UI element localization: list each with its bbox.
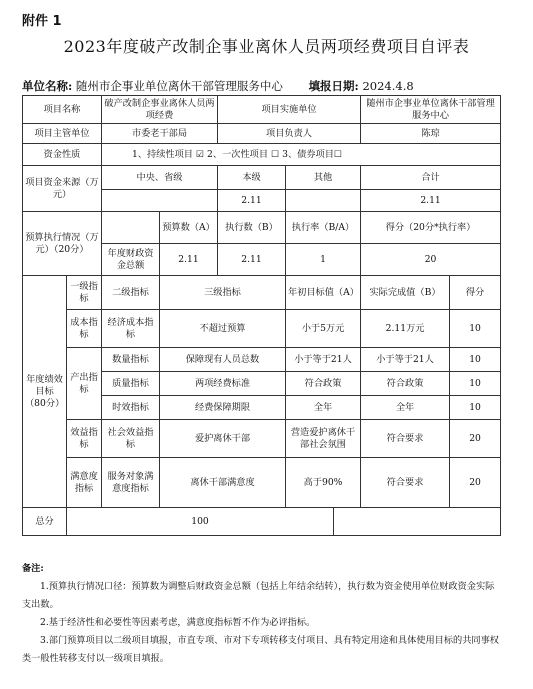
perf-target: 小于等于21人 xyxy=(286,348,361,372)
date-value: 2024.4.8 xyxy=(362,79,414,93)
budget-col-a: 预算数（A） xyxy=(160,212,218,244)
perf-l2: 社会效益指标 xyxy=(102,420,160,458)
source-label: 项目资金来源（万元） xyxy=(23,166,102,212)
page-title: 2023年度破产改制企事业离休人员两项经费项目自评表 xyxy=(63,37,470,56)
table-row xyxy=(23,276,501,310)
note-item: 1.预算执行情况口径：预算数为调整后财政资金总额（包括上年结余结转），执行数为资金使用单位财政资金实际支出数。 xyxy=(22,581,495,610)
perf-l1: 效益指标 xyxy=(67,420,102,458)
perf-col-l1: 一级指标 xyxy=(67,276,102,310)
perf-l3: 保障现有人员总数 xyxy=(160,348,286,372)
perf-l3: 离休干部满意度 xyxy=(160,458,286,508)
notes-section xyxy=(22,560,502,668)
note-item: 2.基于经济性和必要性等因素考虑，满意度指标暂不作为必评指标。 xyxy=(40,617,316,628)
fund-nature-value: 1、持续性项目 ☑ 2、一次性项目 ☐ 3、债券项目☐ xyxy=(102,144,501,166)
perf-label: 年度绩效目标（80分） xyxy=(23,276,67,508)
perf-score: 10 xyxy=(450,348,501,372)
perf-actual: 2.11万元 xyxy=(361,310,450,348)
unit-info-line xyxy=(22,78,414,94)
source-col-local: 本级 xyxy=(218,166,286,190)
notes-title: 备注: xyxy=(22,563,44,574)
table-row xyxy=(23,166,501,190)
perf-target: 全年 xyxy=(286,396,361,420)
perf-score: 20 xyxy=(450,420,501,458)
budget-val-score: 20 xyxy=(361,244,501,276)
annex-label: 附件 1 xyxy=(22,14,62,29)
perf-actual: 符合要求 xyxy=(361,420,450,458)
table-row xyxy=(23,124,501,144)
source-col-other: 其他 xyxy=(286,166,361,190)
budget-col-b: 执行数（B） xyxy=(218,212,286,244)
impl-unit-value: 随州市企事业单位离休干部管理服务中心 xyxy=(361,96,501,124)
source-val-central xyxy=(102,190,218,212)
perf-l2: 数量指标 xyxy=(102,348,160,372)
perf-actual: 小于等于21人 xyxy=(361,348,450,372)
perf-l3: 两项经费标准 xyxy=(160,372,286,396)
perf-l1: 满意度指标 xyxy=(67,458,102,508)
table-row xyxy=(23,96,501,124)
table-row xyxy=(23,420,501,458)
perf-target: 符合政策 xyxy=(286,372,361,396)
perf-col-score: 得分 xyxy=(450,276,501,310)
fund-nature-label: 资金性质 xyxy=(23,144,102,166)
perf-score: 10 xyxy=(450,372,501,396)
budget-blank xyxy=(102,212,160,244)
perf-col-l2: 二级指标 xyxy=(102,276,160,310)
table-row xyxy=(23,144,501,166)
unit-name-value: 随州市企事业单位离休干部管理服务中心 xyxy=(75,79,283,93)
perf-l3: 不超过预算 xyxy=(160,310,286,348)
perf-target: 高于90% xyxy=(286,458,361,508)
note-item: 3.部门预算项目以二级项目填报，市直专项、市对下专项转移支付项目、具有特定用途和具体使用目标的共同事权类一般性转移支付以一级项目填报。 xyxy=(22,635,499,664)
supervisor-value: 市委老干部局 xyxy=(102,124,218,144)
table-row xyxy=(23,212,501,244)
total-value: 100 xyxy=(67,508,334,536)
source-col-total: 合计 xyxy=(361,166,501,190)
perf-actual: 符合要求 xyxy=(361,458,450,508)
perf-col-l3: 三级指标 xyxy=(160,276,286,310)
evaluation-table xyxy=(22,95,501,536)
total-label: 总分 xyxy=(23,508,67,536)
perf-l2: 质量指标 xyxy=(102,372,160,396)
perf-l3: 经费保障期限 xyxy=(160,396,286,420)
total-blank xyxy=(334,508,501,536)
budget-col-score: 得分（20分*执行率） xyxy=(361,212,501,244)
source-val-local: 2.11 xyxy=(218,190,286,212)
perf-target: 小于5万元 xyxy=(286,310,361,348)
table-row xyxy=(23,310,501,348)
supervisor-label: 项目主管单位 xyxy=(23,124,102,144)
source-col-central: 中央、省级 xyxy=(102,166,218,190)
perf-score: 10 xyxy=(450,310,501,348)
budget-val-b: 2.11 xyxy=(218,244,286,276)
date-label: 填报日期: xyxy=(308,79,359,93)
table-row xyxy=(23,508,501,536)
perf-actual: 全年 xyxy=(361,396,450,420)
budget-col-rate: 执行率（B/A） xyxy=(286,212,361,244)
unit-name-label: 单位名称: xyxy=(22,79,73,93)
leader-value: 陈琼 xyxy=(361,124,501,144)
perf-l2: 服务对象满意度指标 xyxy=(102,458,160,508)
impl-unit-label: 项目实施单位 xyxy=(218,96,361,124)
perf-score: 10 xyxy=(450,396,501,420)
budget-val-rate: 1 xyxy=(286,244,361,276)
budget-row-label: 年度财政资金总额 xyxy=(102,244,160,276)
perf-l2: 时效指标 xyxy=(102,396,160,420)
perf-col-target: 年初目标值（A） xyxy=(286,276,361,310)
perf-l1: 成本指标 xyxy=(67,310,102,348)
table-row xyxy=(23,348,501,372)
project-name-value: 破产改制企事业离休人员两项经费 xyxy=(102,96,218,124)
source-val-total: 2.11 xyxy=(361,190,501,212)
perf-l2: 经济成本指标 xyxy=(102,310,160,348)
perf-score: 20 xyxy=(450,458,501,508)
source-val-other xyxy=(286,190,361,212)
perf-actual: 符合政策 xyxy=(361,372,450,396)
perf-l1: 产出指标 xyxy=(67,348,102,420)
table-row xyxy=(23,458,501,508)
project-name-label: 项目名称 xyxy=(23,96,102,124)
perf-target: 营造爱护离休干部社会氛围 xyxy=(286,420,361,458)
budget-val-a: 2.11 xyxy=(160,244,218,276)
perf-col-actual: 实际完成值（B） xyxy=(361,276,450,310)
budget-label: 预算执行情况（万元）（20分） xyxy=(23,212,102,276)
leader-label: 项目负责人 xyxy=(218,124,361,144)
perf-l3: 爱护离休干部 xyxy=(160,420,286,458)
